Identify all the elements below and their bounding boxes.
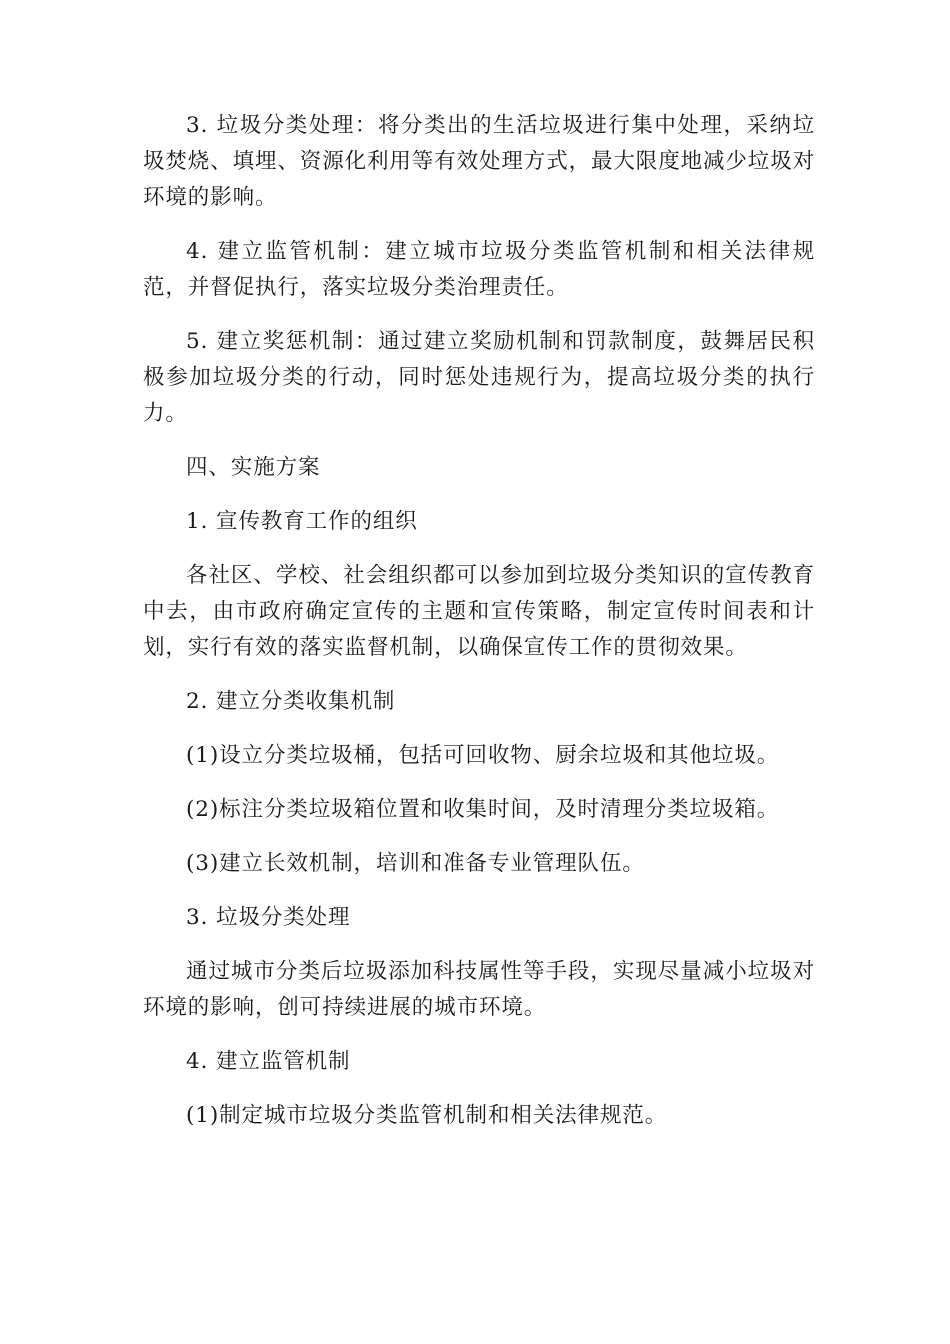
paragraph-tech-processing: 通过城市分类后垃圾添加科技属性等手段，实现尽量减小垃圾对环境的影响，创可持续进展的城市环境。 — [143, 959, 815, 1020]
paragraph-reward-penalty-mechanism: 5. 建立奖惩机制：通过建立奖励机制和罚款制度，鼓舞居民积极参加垃圾分类的行动，同时惩处违规行为，提高垃圾分类的执行力。 — [143, 329, 815, 426]
subheading-waste-processing: 3. 垃圾分类处理 — [186, 905, 351, 930]
section-heading-implementation-plan: 四、实施方案 — [186, 455, 321, 480]
subheading-collection-mechanism: 2. 建立分类收集机制 — [186, 689, 396, 714]
list-item-collection-2: (2)标注分类垃圾箱位置和收集时间，及时清理分类垃圾箱。 — [186, 797, 780, 822]
paragraph-publicity-education: 各社区、学校、社会组织都可以参加到垃圾分类知识的宣传教育中去，由市政府确定宣传的主题和宣传策略，制定宣传时间表和计划，实行有效的落实监督机制，以确保宣传工作的贯彻效果。 — [143, 563, 815, 660]
list-item-supervision-1: (1)制定城市垃圾分类监管机制和相关法律规范。 — [186, 1103, 668, 1128]
document-body — [143, 108, 815, 1152]
subheading-supervision: 4. 建立监管机制 — [186, 1049, 351, 1074]
paragraph-waste-processing: 3. 垃圾分类处理：将分类出的生活垃圾进行集中处理，采纳垃圾焚烧、填埋、资源化利用等有效处理方式，最大限度地减少垃圾对环境的影响。 — [143, 113, 816, 210]
subheading-publicity-education: 1. 宣传教育工作的组织 — [186, 509, 418, 534]
list-item-collection-1: (1)设立分类垃圾桶，包括可回收物、厨余垃圾和其他垃圾。 — [186, 743, 780, 768]
list-item-collection-3: (3)建立长效机制，培训和准备专业管理队伍。 — [186, 851, 645, 876]
paragraph-supervision-mechanism: 4. 建立监管机制：建立城市垃圾分类监管机制和相关法律规范，并督促执行，落实垃圾分类治理责任。 — [143, 239, 815, 300]
